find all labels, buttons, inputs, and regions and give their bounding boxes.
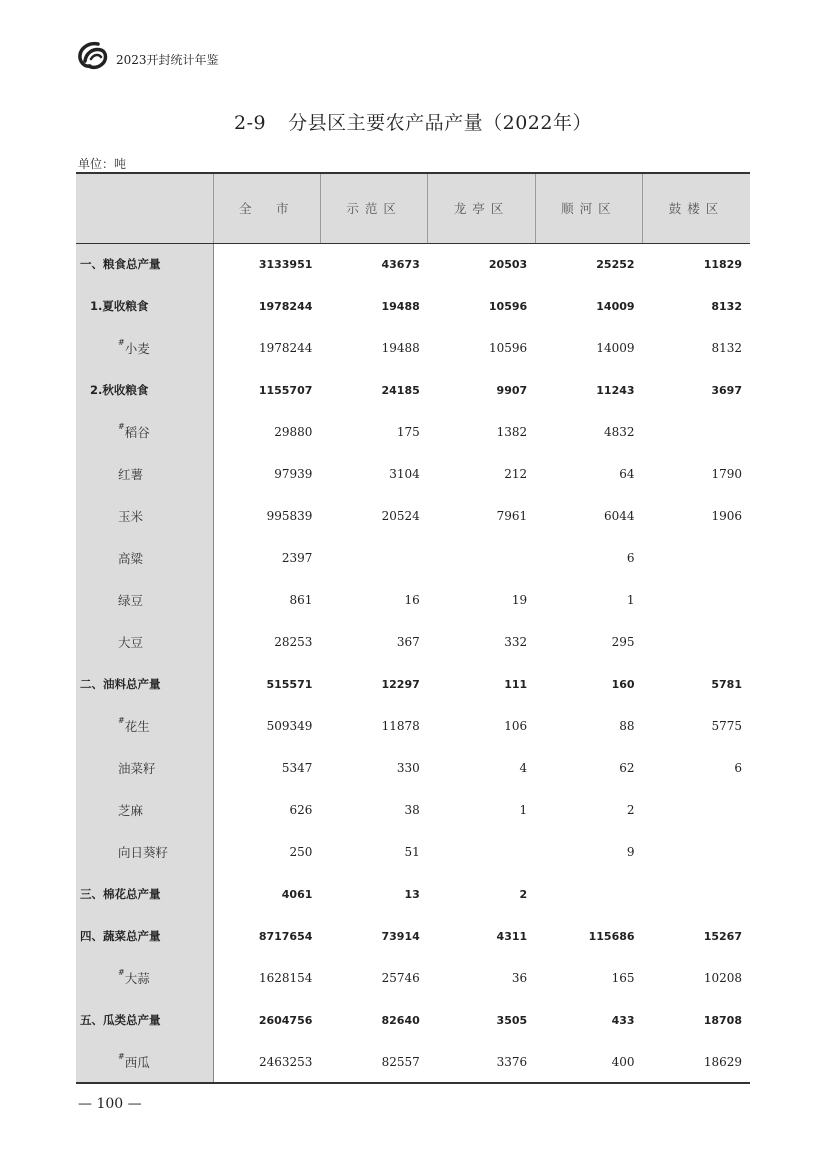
value-cell: 330 <box>396 761 420 775</box>
row-label-text: 三、棉花总产量 <box>80 887 161 901</box>
value-cell <box>643 831 750 873</box>
table-row <box>76 663 750 705</box>
value-cell: 1790 <box>711 467 742 481</box>
value-cell <box>643 873 750 915</box>
value-cell: 861 <box>289 593 313 607</box>
value-cell <box>535 873 642 915</box>
subitem-mark: # <box>118 338 125 347</box>
row-label <box>76 285 213 327</box>
table-row <box>76 747 750 789</box>
value-cell: 8132 <box>711 299 742 313</box>
table-row <box>76 1041 750 1083</box>
value-cell: 4 <box>519 761 528 775</box>
value-cell: 11878 <box>381 719 420 733</box>
value-cell: 2604756 <box>258 1013 313 1027</box>
value-cell: 1978244 <box>258 341 313 355</box>
value-cell: 6 <box>626 551 635 565</box>
page-header <box>76 38 219 74</box>
value-cell: 367 <box>396 635 420 649</box>
value-cell: 111 <box>504 677 528 691</box>
row-label-text: 稻谷 <box>124 425 150 440</box>
value-cell: 9907 <box>496 383 528 397</box>
value-cell: 995839 <box>266 509 313 523</box>
table-row <box>76 873 750 915</box>
value-cell: 4061 <box>281 887 313 901</box>
row-label <box>76 453 213 495</box>
value-cell: 1906 <box>711 509 742 523</box>
row-label-text: 西瓜 <box>124 1054 150 1070</box>
value-cell: 97939 <box>274 467 313 481</box>
table-row <box>76 327 750 369</box>
row-label <box>76 411 213 453</box>
table-number: 2-9 <box>234 112 267 134</box>
value-cell: 25746 <box>381 971 420 985</box>
column-header: 顺河区 <box>535 173 642 243</box>
subitem-mark: # <box>118 716 125 725</box>
row-label <box>76 873 213 915</box>
value-cell: 2463253 <box>213 1041 320 1083</box>
row-label <box>76 621 213 663</box>
value-cell: 295 <box>611 635 635 649</box>
value-cell: 9 <box>626 845 635 859</box>
value-cell: 5347 <box>281 761 313 775</box>
value-cell: 51 <box>404 845 420 859</box>
subitem-mark: # <box>118 422 125 431</box>
value-cell <box>643 537 750 579</box>
subitem-mark: # <box>118 968 125 977</box>
value-cell: 175 <box>396 425 420 439</box>
row-label <box>76 915 213 957</box>
value-cell <box>643 789 750 831</box>
table-row <box>76 957 750 999</box>
value-cell: 12297 <box>381 677 420 691</box>
value-cell <box>428 831 535 873</box>
row-label-text: 二、油料总产量 <box>80 677 161 691</box>
value-cell: 14009 <box>596 299 635 313</box>
subitem-mark: # <box>118 1051 125 1061</box>
value-cell: 332 <box>504 635 528 649</box>
table-row <box>76 285 750 327</box>
table-row <box>76 915 750 957</box>
value-cell: 3133951 <box>258 257 313 271</box>
header-corner <box>76 173 213 243</box>
row-label <box>76 537 213 579</box>
value-cell: 4832 <box>604 425 635 439</box>
row-label-text: 五、瓜类总产量 <box>80 1013 161 1027</box>
value-cell: 8132 <box>711 341 742 355</box>
row-label-text: 高粱 <box>118 551 144 566</box>
production-table <box>76 172 750 1084</box>
value-cell: 11829 <box>703 257 742 271</box>
table-row <box>76 789 750 831</box>
value-cell: 1628154 <box>258 971 313 985</box>
value-cell: 18629 <box>643 1041 750 1083</box>
value-cell: 6044 <box>604 509 635 523</box>
value-cell: 3697 <box>711 383 742 397</box>
row-label-text: 1.夏收粮食 <box>90 299 149 313</box>
table-title <box>0 108 826 135</box>
row-label <box>76 705 213 747</box>
row-label <box>76 789 213 831</box>
value-cell: 62 <box>619 761 635 775</box>
value-cell: 29880 <box>274 425 313 439</box>
value-cell: 1 <box>626 593 635 607</box>
column-header: 示范区 <box>320 173 427 243</box>
row-label <box>76 579 213 621</box>
row-label-text: 绿豆 <box>118 593 144 608</box>
value-cell <box>643 621 750 663</box>
value-cell: 88 <box>619 719 635 733</box>
header-row <box>76 173 750 243</box>
value-cell: 212 <box>504 467 528 481</box>
row-label-text: 大蒜 <box>124 971 150 986</box>
table-row <box>76 831 750 873</box>
yearbook-title: 2023开封统计年鉴 <box>116 52 219 67</box>
table-row <box>76 999 750 1041</box>
value-cell: 16 <box>404 593 420 607</box>
row-label-text: 芝麻 <box>118 803 144 818</box>
row-label <box>76 999 213 1041</box>
value-cell: 1155707 <box>258 383 313 397</box>
value-cell <box>428 537 535 579</box>
value-cell: 38 <box>404 803 420 817</box>
table-row <box>76 411 750 453</box>
table-row <box>76 621 750 663</box>
row-label-text: 2.秋收粮食 <box>90 383 149 397</box>
row-label-text: 红薯 <box>118 467 144 482</box>
row-label-text: 大豆 <box>118 635 144 650</box>
table-row <box>76 243 750 285</box>
row-label-text: 向日葵籽 <box>118 845 169 860</box>
value-cell: 626 <box>289 803 313 817</box>
value-cell: 19488 <box>381 341 420 355</box>
value-cell: 515571 <box>266 677 313 691</box>
table-row <box>76 495 750 537</box>
value-cell: 165 <box>611 971 635 985</box>
value-cell: 15267 <box>703 929 742 943</box>
value-cell: 20503 <box>488 257 528 271</box>
table-row <box>76 705 750 747</box>
value-cell: 25252 <box>596 257 635 271</box>
value-cell: 5781 <box>711 677 742 691</box>
value-cell: 3505 <box>496 1013 528 1027</box>
value-cell: 20524 <box>381 509 420 523</box>
page-number: — 100 — <box>78 1096 142 1112</box>
value-cell: 160 <box>611 677 635 691</box>
value-cell: 28253 <box>274 635 313 649</box>
value-cell: 400 <box>535 1041 642 1083</box>
value-cell: 19 <box>511 593 528 607</box>
row-label <box>76 831 213 873</box>
value-cell: 250 <box>289 845 313 859</box>
value-cell: 2 <box>519 887 528 901</box>
value-cell: 2397 <box>281 551 313 565</box>
column-header: 龙亭区 <box>428 173 535 243</box>
table-caption: 分县区主要农产品产量（2022年） <box>288 112 592 134</box>
value-cell: 10208 <box>703 971 742 985</box>
value-cell: 3104 <box>389 467 420 481</box>
value-cell <box>643 411 750 453</box>
value-cell: 1382 <box>496 425 528 439</box>
value-cell: 18708 <box>703 1013 742 1027</box>
column-header: 鼓楼区 <box>643 173 750 243</box>
value-cell: 8717654 <box>258 929 313 943</box>
value-cell <box>320 537 427 579</box>
row-label <box>76 1041 213 1083</box>
row-label <box>76 369 213 411</box>
value-cell: 5775 <box>711 719 742 733</box>
column-header: 全 市 <box>213 173 320 243</box>
value-cell: 36 <box>511 971 528 985</box>
value-cell: 13 <box>404 887 420 901</box>
row-label-text: 花生 <box>124 719 150 734</box>
row-label <box>76 327 213 369</box>
table-row <box>76 579 750 621</box>
row-label-text: 一、粮食总产量 <box>80 257 161 272</box>
value-cell: 10596 <box>488 299 528 313</box>
value-cell: 4311 <box>496 929 528 943</box>
row-label <box>76 663 213 705</box>
row-label <box>76 747 213 789</box>
value-cell: 43673 <box>381 257 420 271</box>
value-cell: 6 <box>734 761 742 775</box>
value-cell <box>643 579 750 621</box>
row-label-text: 小麦 <box>124 341 150 356</box>
row-label-text: 玉米 <box>118 509 144 524</box>
value-cell: 7961 <box>496 509 528 523</box>
kaifeng-statistics-logo-icon <box>76 39 110 73</box>
value-cell: 115686 <box>588 929 635 943</box>
value-cell: 73914 <box>381 929 420 943</box>
value-cell: 509349 <box>266 719 313 733</box>
value-cell: 106 <box>504 719 528 733</box>
row-label <box>76 495 213 537</box>
row-label <box>76 957 213 999</box>
table-row <box>76 369 750 411</box>
row-label <box>76 243 213 285</box>
unit-label: 单位：吨 <box>78 157 127 171</box>
value-cell: 82557 <box>320 1041 427 1083</box>
value-cell: 64 <box>619 467 635 481</box>
table-row <box>76 537 750 579</box>
table-row <box>76 453 750 495</box>
value-cell: 82640 <box>381 1013 420 1027</box>
value-cell: 3376 <box>428 1041 535 1083</box>
value-cell: 11243 <box>596 383 635 397</box>
value-cell: 19488 <box>381 299 420 313</box>
value-cell: 14009 <box>596 341 635 355</box>
value-cell: 24185 <box>381 383 420 397</box>
value-cell: 433 <box>611 1013 635 1027</box>
value-cell: 1 <box>519 803 528 817</box>
row-label-text: 油菜籽 <box>118 761 156 776</box>
value-cell: 1978244 <box>258 299 313 313</box>
value-cell: 2 <box>626 803 635 817</box>
value-cell: 10596 <box>488 341 528 355</box>
row-label-text: 四、蔬菜总产量 <box>80 929 161 943</box>
